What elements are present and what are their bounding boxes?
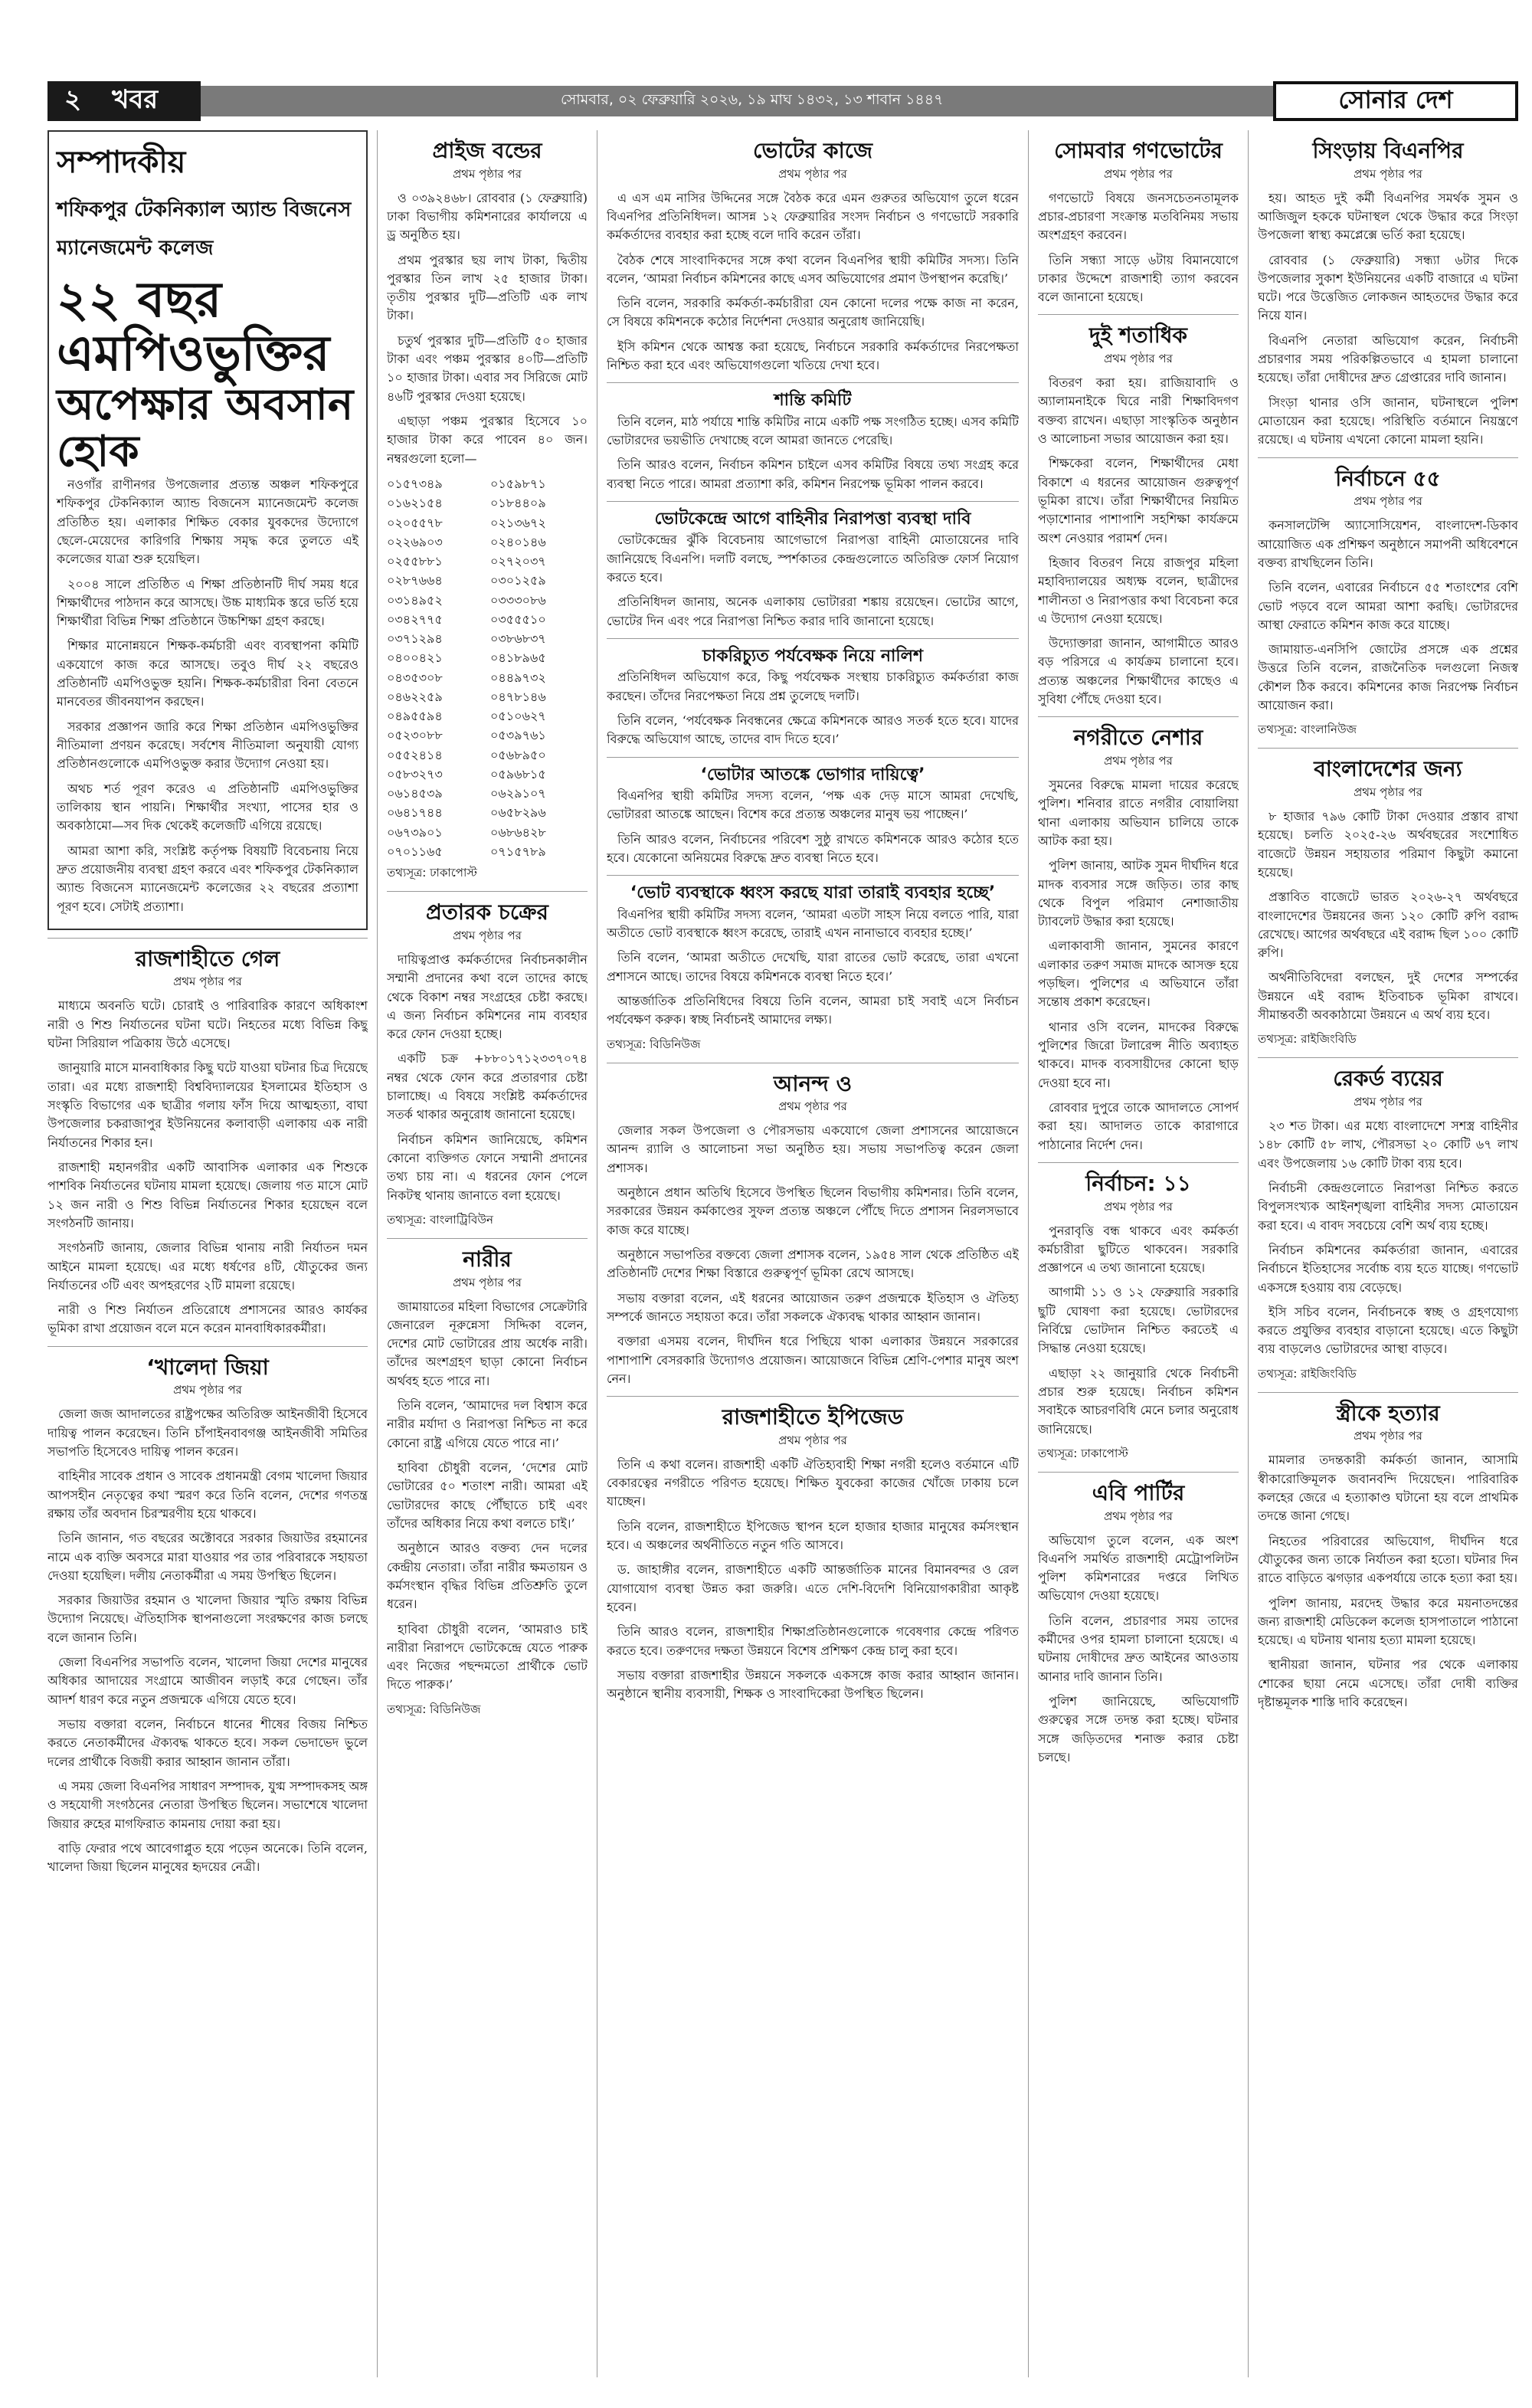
story-divider (1038, 1162, 1239, 1163)
story-paragraph: হাবিবা চৌধুরী বলেন, ‘আমরাও চাই নারীরা নিরাপদে ভোটকেন্দ্রে যেতে পারুক এবং নিজের পছন্দমতো প্রার্থীকে ভোট দিতে পারুক।’ (387, 1621, 588, 1692)
story-paragraph: পুলিশ জানিয়েছে, অভিযোগটি গুরুত্বের সঙ্গে তদন্ত করা হচ্ছে। ঘটনার সঙ্গে জড়িতদের শনাক্ত করার চেষ্টা চলছে। (1038, 1694, 1239, 1764)
editorial-body (57, 476, 358, 916)
editorial-title-1: ২২ বছর এমপিওভুক্তির (57, 272, 330, 383)
story-paragraph: নিহতের পরিবারের অভিযোগ, দীর্ঘদিন ধরে যৌতুকের জন্য তাকে নির্যাতন করা হতো। ঘটনার দিন রাতে বাড়িতে ঝগড়ার একপর্যায়ে তাকে হত্যা করা হয়। (1258, 1533, 1518, 1586)
news-story (47, 1355, 368, 1877)
prize-number: ০১৫৯৮৭১ (490, 476, 546, 491)
story-headline: নগরীতে নেশার (1073, 725, 1203, 751)
source-credit: তথ্যসূত্র: ঢাকাপোস্ট (1038, 1446, 1128, 1460)
prize-number: ০২৪০১৪৬ (490, 534, 546, 549)
prize-number: ০৭১৫৭৮৯ (490, 844, 546, 860)
story-paragraph: ২৩ শত টাকা। এর মধ্যে বাংলাদেশে সশস্ত্র বাহিনীর ১৪৮ কোটি ৫৮ লাখ, পৌরসভা ২০ কোটি ৬৭ লাখ এবং উপজেলায় ১৬ কোটি টাকা ব্যয় হবে। (1258, 1119, 1518, 1171)
story-paragraph: সংগঠনটি জানায়, জেলার বিভিন্ন থানায় নারী নির্যাতন দমন আইনে মামলা হয়েছে। এর মধ্যে ধর্ষণের ৪টি, যৌতুকের জন্য নির্যাতনের ৩টি এবং অপহরণের ২টি মামলা রয়েছে। (47, 1240, 368, 1292)
story-divider (1258, 1057, 1518, 1058)
story-headline: ‘ভোট ব্যবস্থাকে ধ্বংস করছে যারা তারাই ব্যবহার হচ্ছে’ (630, 883, 996, 903)
story-paragraph: তিনি আরও বলেন, নির্বাচন কমিশন চাইলে এসব কমিটির বিষয়ে তথ্য সংগ্রহ করে ব্যবস্থা নিতে পারে। আমরা প্রত্যাশা করি, কমিশন নিরপেক্ষ ভূমিকা পালন করবে। (607, 457, 1019, 491)
story-paragraph: হাবিবা চৌধুরী বলেন, ‘দেশের মোট ভোটারের ৫০ শতাংশ নারী। আমরা এই ভোটারদের কাছে পৌঁছাতে চাই এবং তাঁদের অধিকার নিয়ে কথা বলতে চাই।’ (387, 1460, 588, 1531)
story-headline: নির্বাচনে ৫৫ (1335, 465, 1441, 491)
story-paragraph: অনুষ্ঠানে সভাপতির বক্তব্যে জেলা প্রশাসক বলেন, ১৯৫৪ সাল থেকে প্রতিষ্ঠিত এই প্রতিষ্ঠানটি দেশের শিক্ষা বিস্তারে গুরুত্বপূর্ণ ভূমিকা রেখে আসছে। (607, 1247, 1019, 1281)
story-paragraph: স্থানীয়রা জানান, ঘটনার পর থেকে এলাকায় শোকের ছায়া নেমে এসেছে। তাঁরা দোষী ব্যক্তির দৃষ্টান্তমূলক শাস্তি দাবি করেছেন। (1258, 1657, 1518, 1710)
story-divider (607, 501, 1019, 502)
news-story (1038, 725, 1239, 1155)
news-story (47, 946, 368, 1338)
story-paragraph: বৈঠক শেষে সাংবাদিকদের সঙ্গে কথা বলেন বিএনপির স্থায়ী কমিটির সদস্য। তিনি বলেন, ‘আমরা নির্বাচন কমিশনের কাছে এসব অভিযোগের প্রমাণ উপস্থাপন করেছি।’ (607, 252, 1019, 286)
news-story (387, 1247, 588, 1720)
story-paragraph: এ এস এম নাসির উদ্দিনের সঙ্গে বৈঠক করে এমন গুরুতর অভিযোগ তুলে ধরেন বিএনপির প্রতিনিধিদল। আসন্ন ১২ ফেব্রুয়ারির সংসদ নির্বাচন ও গণভোটে সরকারি কর্মকর্তাদের ব্যবহার করা হচ্ছে বলে দাবি করেন তাঁরা। (607, 190, 1019, 243)
column-5-stories (1258, 138, 1518, 1712)
story-paragraph: এছাড়া ২২ জানুয়ারি থেকে নির্বাচনী প্রচার শুরু হয়েছে। নির্বাচন কমিশন সবাইকে আচরণবিধি মেনে চলার অনুরোধ জানিয়েছে। (1038, 1365, 1239, 1437)
story-divider (387, 891, 588, 892)
story-headline: শান্তি কমিটি (774, 391, 852, 411)
prize-number: ০৬৭৩৯০১ (387, 824, 443, 840)
news-story (1258, 1066, 1518, 1384)
continued-label: প্রথম পৃষ্ঠার পর (173, 975, 242, 989)
prize-number: ০২৮৭৬৬৪ (387, 573, 443, 588)
date-line: সোমবার, ০২ ফেব্রুয়ারি ২০২৬, ১৯ মাঘ ১৪৩২, ১৩ শাবান ১৪৪৭ (561, 91, 944, 108)
story-paragraph: হিজাব বিতরণ নিয়ে রাজপুর মহিলা মহাবিদ্যালয়ের অধ্যক্ষ বলেন, ছাত্রীদের শালীনতা ও নিরাপত্তার কথা বিবেচনা করে এ উদ্যোগ নেওয়া হয়েছে। (1038, 555, 1239, 626)
continued-label: প্রথম পৃষ্ঠার পর (778, 166, 847, 181)
story-paragraph: বিএনপির স্থায়ী কমিটির সদস্য বলেন, ‘আমরা এতটা সাহস নিয়ে বলতে পারি, যারা অতীতে ভোট ব্যবস্থাকে ধ্বংস করেছে, তারাই এখন নানাভাবে ব্যবহার হচ্ছে।’ (607, 906, 1019, 940)
continued-label: প্রথম পৃষ্ঠার পর (1354, 785, 1422, 799)
prize-number: ০৫১০৬২৭ (490, 709, 546, 724)
story-headline: নির্বাচন: ১১ (1085, 1170, 1191, 1196)
continued-label: প্রথম পৃষ্ঠার পর (1104, 352, 1173, 366)
source-credit: তথ্যসূত্র: বিডিনিউজ (607, 1037, 701, 1051)
story-paragraph: পুলিশ জানায়, আটক সুমন দীর্ঘদিন ধরে মাদক ব্যবসার সঙ্গে জড়িত। তার কাছ থেকে বিপুল পরিমাণ নেশাজাতীয় ট্যাবলেট উদ্ধার করা হয়েছে। (1038, 858, 1239, 929)
story-divider (1258, 748, 1518, 749)
story-paragraph: বক্তারা এসময় বলেন, দীর্ঘদিন ধরে পিছিয়ে থাকা এলাকার উন্নয়নে সরকারের পাশাপাশি বেসরকারি উদ্যোগও প্রয়োজন। আয়োজনে বিভিন্ন শ্রেণি-পেশার মানুষ অংশ নেন। (607, 1334, 1019, 1386)
column-4-stories (1038, 138, 1239, 1767)
news-story (607, 509, 1019, 631)
editorial-paragraph: অথচ শর্ত পূরণ করেও এ প্রতিষ্ঠানটি এমপিওভুক্তির তালিকায় স্থান পায়নি। শিক্ষার্থীর সংখ্যা, পাসের হার ও অবকাঠামো—সব দিক থেকেই কলেজটি এগিয়ে রয়েছে। (57, 781, 358, 834)
story-paragraph: রোববার (১ ফেব্রুয়ারি) সন্ধ্যা ৬টার দিকে উপজেলার সুকাশ ইউনিয়নের একটি বাজারে এ ঘটনা ঘটে। পরে উত্তেজিত লোকজন আহতদের উদ্ধার করে নিয়ে যান। (1258, 252, 1518, 323)
prize-number: ০৩১৪৯৫২ (387, 592, 443, 608)
story-paragraph: নির্বাচনী কেন্দ্রগুলোতে নিরাপত্তা নিশ্চিত করতে বিপুলসংখ্যক আইনশৃঙ্খলা বাহিনীর সদস্য মোতায়েন করা হবে। এ বাবদ সবচেয়ে বেশি অর্থ ব্যয় হচ্ছে। (1258, 1180, 1518, 1233)
continued-label: প্রথম পৃষ্ঠার পর (1104, 753, 1173, 768)
source-credit: তথ্যসূত্র: ঢাকাপোস্ট (387, 866, 477, 880)
newspaper-logo: সোনার দেশ (1273, 81, 1518, 121)
story-paragraph: থানার ওসি বলেন, মাদকের বিরুদ্ধে পুলিশের জিরো টলারেন্স নীতি অব্যাহত থাকবে। মাদক ব্যবসায়ীদের কোনো ছাড় দেওয়া হবে না। (1038, 1019, 1239, 1090)
story-headline: রেকর্ড ব্যয়ের (1333, 1066, 1443, 1092)
story-paragraph: বিতরণ করা হয়। রাজিয়াবাদি ও অ্যালামনাইকে ঘিরে নারী শিক্ষাবিদগণ বক্তব্য রাখেন। এছাড়া সাংস্কৃতিক অনুষ্ঠান ও আলোচনা সভার আয়োজন করা হয়। (1038, 375, 1239, 446)
column-2-stories (387, 138, 588, 1720)
prize-number: ০৫৫২৪১৪ (387, 747, 443, 762)
story-divider (47, 1346, 368, 1347)
story-paragraph: জেলার সকল উপজেলা ও পৌরসভায় একযোগে জেলা প্রশাসনের আয়োজনে আনন্দ র‍্যালি ও আলোচনা সভা অনুষ্ঠিত হয়। সভায় সভাপতিত্ব করেন জেলা প্রশাসক। (607, 1123, 1019, 1175)
prize-number: ০৩০১২৫৯ (490, 573, 546, 588)
story-paragraph: ও ০৩৯২৪৬৮। রোববার (১ ফেব্রুয়ারি) ঢাকা বিভাগীয় কমিশনারের কার্যালয়ে এ ড্র অনুষ্ঠিত হয়। (387, 190, 588, 243)
prize-number: ০৪৪৯৭৩২ (490, 670, 546, 685)
story-paragraph: ইসি কমিশন থেকে আশ্বস্ত করা হয়েছে, নির্বাচনে সরকারি কর্মকর্তাদের নিরপেক্ষতা নিশ্চিত করা হবে এবং অভিযোগগুলো খতিয়ে দেখা হবে। (607, 339, 1019, 373)
story-paragraph: প্রতিনিধিদল অভিযোগ করে, কিছু পর্যবেক্ষক সংস্থায় চাকরিচ্যুত কর্মকর্তারা কাজ করছেন। তাঁদের নিরপেক্ষতা নিয়ে প্রশ্ন তুলেছে দলটি। (607, 670, 1019, 703)
prize-number-list (387, 474, 588, 861)
prize-number: ০৬৫৮২৯৬ (490, 805, 546, 821)
news-story (607, 765, 1019, 868)
news-story (607, 1071, 1019, 1389)
story-paragraph: অভিযোগ তুলে বলেন, এক অংশ বিএনপি সমর্থিত রাজশাহী মেট্রোপলিটন পুলিশ কমিশনারের দপ্তরে লিখিত অভিযোগ দেওয়া হয়েছে। (1038, 1532, 1239, 1604)
story-divider (387, 1238, 588, 1239)
prize-number: ০১৫৭৩৪৯ (387, 476, 443, 491)
news-story (1258, 138, 1518, 450)
story-divider (1258, 457, 1518, 458)
column-1 (47, 130, 368, 2385)
story-paragraph: অর্থনীতিবিদেরা বলছেন, দুই দেশের সম্পর্কের উন্নয়নে এই বরাদ্দ ইতিবাচক ভূমিকা রাখবে। সীমান্তবর্তী অবকাঠামো উন্নয়নে এ অর্থ ব্যয় হবে। (1258, 970, 1518, 1023)
continued-label: প্রথম পৃষ্ঠার পর (453, 1275, 522, 1289)
prize-number: ০৪৩৫৩০৮ (387, 670, 443, 685)
story-paragraph: রোববার দুপুরে তাকে আদালতে সোপর্দ করা হয়। আদালত তাকে কারাগারে পাঠানোর নির্দেশ দেন। (1038, 1099, 1239, 1152)
news-story (1258, 1401, 1518, 1712)
prize-number: ০৬৪১৭৪৪ (387, 805, 443, 821)
news-story (1038, 1171, 1239, 1464)
story-paragraph: তিনি বলেন, প্রচারণার সময় তাদের কর্মীদের ওপর হামলা চালানো হয়েছে। এ ঘটনায় দোষীদের দ্রুত আইনের আওতায় আনার দাবি জানান তিনি। (1038, 1613, 1239, 1684)
story-paragraph: রাজশাহী মহানগরীর একটি আবাসিক এলাকার এক শিশুকে পাশবিক নির্যাতনের ঘটনায় মামলা হয়েছে। জেলায় গত মাসে মোট ১২ জন নারী ও শিশু বিভিন্ন নির্যাতনের শিকার হয়েছেন বলে সংগঠনটি জানায়। (47, 1159, 368, 1230)
prize-number: ০৩৮৬৮৩৭ (490, 631, 546, 647)
column-2 (387, 130, 588, 2385)
story-paragraph: উদ্যোক্তারা জানান, আগামীতে আরও বড় পরিসরে এ কার্যক্রম চালানো হবে। প্রত্যন্ত অঞ্চলের শিক্ষার্থীদের কাছেও এ সুবিধা পৌঁছে দেওয়া হবে। (1038, 636, 1239, 707)
continued-label: প্রথম পৃষ্ঠার পর (1104, 166, 1173, 181)
story-headline: প্রাইজ বন্ডের (432, 138, 542, 163)
story-divider (607, 875, 1019, 876)
prize-number: ০৪৯৫৫৯৪ (387, 709, 443, 724)
story-headline: ভোটকেন্দ্রে আগে বাহিনীর নিরাপত্তা ব্যবস্থা দাবি (654, 509, 971, 529)
prize-number: ০৬১৪৫৩৯ (387, 786, 443, 801)
story-headline: রাজশাহীতে গেল (135, 945, 280, 971)
story-paragraph: পুলিশ জানায়, মরদেহ উদ্ধার করে ময়নাতদন্তের জন্য রাজশাহী মেডিকেল কলেজ হাসপাতালে পাঠানো হয়েছে। এ ঘটনায় থানায় হত্যা মামলা হয়েছে। (1258, 1595, 1518, 1648)
source-credit: তথ্যসূত্র: বিডিনিউজ (387, 1702, 481, 1716)
story-headline: আনন্দ ও (773, 1070, 853, 1096)
continued-label: প্রথম পৃষ্ঠার পর (453, 166, 522, 181)
story-divider (607, 757, 1019, 758)
story-paragraph: এলাকাবাসী জানান, সুমনের কারণে এলাকার তরুণ সমাজ মাদকে আসক্ত হয়ে পড়ছিল। পুলিশের এ অভিযানে তাঁরা সন্তোষ প্রকাশ করেছেন। (1038, 939, 1239, 1010)
page-number: ২ (64, 84, 82, 115)
story-paragraph: তিনি বলেন, ‘আমাদের দল বিশ্বাস করে নারীর মর্যাদা ও নিরাপত্তা নিশ্চিত না করে কোনো রাষ্ট্র এগিয়ে যেতে পারে না।’ (387, 1398, 588, 1450)
section-name: খবর (112, 84, 159, 115)
story-paragraph: জামায়াতের মহিলা বিভাগের সেক্রেটারি জেনারেল নূরুন্নেসা সিদ্দিকা বলেন, দেশের মোট ভোটারের প্রায় অর্ধেক নারী। তাঁদের অংশগ্রহণ ছাড়া কোনো নির্বাচন অর্থবহ হতে পারে না। (387, 1299, 588, 1388)
continued-label: প্রথম পৃষ্ঠার পর (1354, 1429, 1422, 1443)
story-divider (1258, 1392, 1518, 1393)
story-paragraph: জেলা জজ আদালতের রাষ্ট্রপক্ষের অতিরিক্ত আইনজীবী হিসেবে দায়িত্ব পালন করেছেন। তিনি চাঁপাইনবাবগঞ্জ আইনজীবী সমিতির সভাপতি হিসেবেও দায়িত্ব পালন করেন। (47, 1407, 368, 1459)
story-paragraph: নির্বাচন কমিশনের কর্মকর্তারা জানান, এবারের নির্বাচনে ইতিহাসের সর্বোচ্চ ব্যয় হতে যাচ্ছে। গণভোট একসঙ্গে হওয়ায় ব্যয় বেড়েছে। (1258, 1242, 1518, 1295)
continued-label: প্রথম পৃষ্ঠার পর (778, 1433, 847, 1447)
story-paragraph: তিনি জানান, গত বছরের অক্টোবরে সরকার জিয়াউর রহমানের নামে এক ব্যক্তি অবসরে মারা যাওয়ার পর তার পরিবারকে সহায়তা দেওয়া হয়েছিল। দলীয় নেতাকর্মীরা এ সময় উপস্থিত ছিলেন। (47, 1531, 368, 1583)
prize-number: ০৫২৩০৮৮ (387, 728, 443, 743)
story-paragraph: বিএনপির স্থায়ী কমিটির সদস্য বলেন, ‘পক্ষ এক দেড় মাসে আমরা দেখেছি, ভোটাররা আতঙ্কে আছেন। বিশেষ করে প্রত্যন্ত অঞ্চলের মানুষ ভয় পাচ্ছেন।’ (607, 788, 1019, 822)
prize-number: ০২২৬৯০৩ (387, 534, 443, 549)
column-4 (1038, 130, 1239, 2385)
continued-label: প্রথম পৃষ্ঠার পর (1354, 166, 1422, 181)
story-headline: চাকরিচ্যুত পর্যবেক্ষক নিয়ে নালিশ (702, 647, 924, 666)
editorial-paragraph: আমরা আশা করি, সংশ্লিষ্ট কর্তৃপক্ষ বিষয়টি বিবেচনায় নিয়ে দ্রুত প্রয়োজনীয় ব্যবস্থা গ্রহণ করবে এবং শফিকপুর টেকনিক্যাল অ্যান্ড বিজনেস ম্যানেজমেন্ট কলেজের ২২ বছরের প্রত্যাশা পূরণ হবে। সেটাই প্রত্যাশা। (57, 843, 358, 914)
prize-number: ০৪৬২২৫৯ (387, 689, 443, 704)
story-paragraph: চতুর্থ পুরস্কার দুটি—প্রতিটি ৫০ হাজার টাকা এবং পঞ্চম পুরস্কার ৪০টি—প্রতিটি ১০ হাজার টাকা। এবার সব সিরিজে মোট ৪৬টি পুরস্কার দেওয়া হয়েছে। (387, 333, 588, 404)
story-paragraph: তিনি বলেন, ‘পর্যবেক্ষক নিবন্ধনের ক্ষেত্রে কমিশনকে আরও সতর্ক হতে হবে। যাদের বিরুদ্ধে অভিযোগ আছে, তাদের বাদ দিতে হবে।’ (607, 713, 1019, 747)
story-paragraph: তিনি বলেন, মাঠ পর্যায়ে শান্তি কমিটির নামে একটি পক্ষ সংগঠিত হচ্ছে। এসব কমিটি ভোটারদের ভয়ভীতি দেখাচ্ছে বলে আমরা জানতে পেরেছি। (607, 414, 1019, 448)
source-credit: তথ্যসূত্র: বাংলানিউজ (1258, 722, 1357, 737)
prize-number: ০৪০০৪২১ (387, 650, 443, 666)
story-paragraph: জানুয়ারি মাসে মানবাধিকার কিছু ঘটে যাওয়া ঘটনার চিত্র দিয়েছে তারা। এর মধ্যে রাজশাহী বিশ্ববিদ্যালয়ের ইসলামের ইতিহাস ও সংস্কৃতি বিভাগের এক ছাত্রীর গলায় ফাঁস দিয়ে আত্মহত্যা, বাঘা উপজেলার চকরাজাপুর ইউনিয়নের কলাবাড়ী এলাকায় এক নারী নির্যাতনের শিকার হন। (47, 1060, 368, 1150)
story-divider (1038, 716, 1239, 717)
story-paragraph: অনুষ্ঠানে আরও বক্তব্য দেন দলের কেন্দ্রীয় নেতারা। তাঁরা নারীর ক্ষমতায়ন ও কর্মসংস্থান বৃদ্ধির বিভিন্ন প্রতিশ্রুতি তুলে ধরেন। (387, 1541, 588, 1612)
page-label (47, 81, 201, 121)
story-paragraph: অনুষ্ঠানে প্রধান অতিথি হিসেবে উপস্থিত ছিলেন বিভাগীয় কমিশনার। তিনি বলেন, সরকারের উন্নয়ন কর্মকাণ্ডের সুফল প্রত্যন্ত অঞ্চলে পৌঁছে দিতে প্রশাসন নিরলসভাবে কাজ করে যাচ্ছে। (607, 1185, 1019, 1237)
story-paragraph: এ সময় জেলা বিএনপির সাধারণ সম্পাদক, যুগ্ম সম্পাদকসহ অঙ্গ ও সহযোগী সংগঠনের নেতারা উপস্থিত ছিলেন। সভাশেষে খালেদা জিয়ার রুহের মাগফিরাত কামনায় দোয়া করা হয়। (47, 1778, 368, 1831)
editorial-subtitle-2: ম্যানেজমেন্ট কলেজ (57, 237, 214, 260)
editorial-label: সম্পাদকীয় (57, 145, 186, 180)
story-paragraph: সভায় বক্তারা রাজশাহীর উন্নয়নে সকলকে একসঙ্গে কাজ করার আহ্বান জানান। অনুষ্ঠানে স্থানীয় ব্যবসায়ী, শিক্ষক ও সাংবাদিকেরা উপস্থিত ছিলেন। (607, 1667, 1019, 1702)
story-paragraph: কনসালটেন্সি অ্যাসোসিয়েশন, বাংলাদেশ-ডিকাব আয়োজিত এক প্রশিক্ষণ অনুষ্ঠানে সমাপনী অধিবেশনে বক্তব্য রাখছিলেন তিনি। (1258, 518, 1518, 570)
story-paragraph: সভায় বক্তারা বলেন, নির্বাচনে ধানের শীষের বিজয় নিশ্চিত করতে নেতাকর্মীদের ঐক্যবদ্ধ থাকতে হবে। সকল ভেদাভেদ ভুলে দলের প্রার্থীকে বিজয়ী করার আহ্বান জানান তাঁরা। (47, 1717, 368, 1769)
story-headline: ‘ভোটার আতঙ্কে ভোগার দায়িত্বে’ (700, 765, 925, 785)
source-credit: তথ্যসূত্র: রাইজিংবিডি (1258, 1032, 1357, 1047)
story-divider (607, 638, 1019, 639)
prize-number: ০৫৮৩২৭৩ (387, 766, 443, 781)
editorial-paragraph: ২০০৪ সালে প্রতিষ্ঠিত এ শিক্ষা প্রতিষ্ঠানটি দীর্ঘ সময় ধরে শিক্ষার্থীদের পাঠদান করে আসছে। উচ্চ মাধ্যমিক স্তরে ভর্তি হয়ে শিক্ষার্থীরা বিভিন্ন শিক্ষা প্রতিষ্ঠানে উচ্চশিক্ষা গ্রহণ করছে। (57, 576, 358, 629)
prize-list-intro: এছাড়া পঞ্চম পুরস্কার হিসেবে ১০ হাজার টাকা করে পাবেন ৪০ জন। নম্বরগুলো হলো— (387, 414, 588, 466)
story-paragraph: মামলার তদন্তকারী কর্মকর্তা জানান, আসামি স্বীকারোক্তিমূলক জবানবন্দি দিয়েছেন। পারিবারিক কলহের জেরে এ হত্যাকাণ্ড ঘটানো হয় বলে প্রাথমিক তদন্তে জানা গেছে। (1258, 1453, 1518, 1524)
story-paragraph: হয়। আহত দুই কর্মী বিএনপির সমর্থক সুমন ও আজিজুল হককে ঘটনাস্থল থেকে উদ্ধার করে সিংড়া উপজেলা স্বাস্থ্য কমপ্লেক্সে ভর্তি করা হয়েছে। (1258, 190, 1518, 243)
prize-number: ০১৬২১৫৪ (387, 496, 443, 511)
news-story (1038, 1480, 1239, 1767)
prize-number: ০২৫৫৮৮১ (387, 554, 443, 569)
continued-label: প্রথম পৃষ্ঠার পর (1104, 1509, 1173, 1523)
continued-label: প্রথম পৃষ্ঠার পর (173, 1383, 242, 1397)
story-paragraph: জেলা বিএনপির সভাপতি বলেন, খালেদা জিয়া দেশের মানুষের অধিকার আদায়ের সংগ্রামে আজীবন লড়াই করে গেছেন। তাঁর আদর্শ ধারণ করে নতুন প্রজন্মকে এগিয়ে যেতে হবে। (47, 1655, 368, 1707)
news-story (607, 1404, 1019, 1703)
story-headline: প্রতারক চক্রের (426, 899, 548, 926)
news-story (387, 138, 588, 883)
prize-number: ০২৭২০৩৭ (490, 554, 546, 569)
story-paragraph: আন্তর্জাতিক প্রতিনিধিদের বিষয়ে তিনি বলেন, আমরা চাই সবাই এসে নির্বাচন পর্যবেক্ষণ করুক। স্বচ্ছ নির্বাচনই আমাদের লক্ষ্য। (607, 993, 1019, 1027)
prize-number: ০৩৫৫৫১০ (490, 611, 546, 627)
story-paragraph: প্রথম পুরস্কার ছয় লাখ টাকা, দ্বিতীয় পুরস্কার তিন লাখ ২৫ হাজার টাকা। তৃতীয় পুরস্কার দুটি—প্রতিটি এক লাখ টাকা। (387, 252, 588, 323)
news-story (1038, 323, 1239, 709)
column-3-stories (607, 138, 1019, 1704)
prize-number: ০৩৪২৭৭৫ (387, 611, 443, 627)
story-paragraph: জামায়াত-এনসিপি জোটের প্রসঙ্গে এক প্রশ্নের উত্তরে তিনি বলেন, রাজনৈতিক দলগুলো নিজস্ব কৌশল ঠিক করবে। কমিশনের কাজ নিরপেক্ষ নির্বাচন আয়োজন করা। (1258, 642, 1518, 713)
column-3 (607, 130, 1019, 2385)
column-5 (1258, 130, 1518, 2385)
story-paragraph: প্রস্তাবিত বাজেটে ভারত ২০২৬-২৭ অর্থবছরে বাংলাদেশের উন্নয়নের জন্য ১২০ কোটি রুপি বরাদ্দ রেখেছে। আগের অর্থবছরে এই বরাদ্দ ছিল ১০০ কোটি রুপি। (1258, 889, 1518, 961)
story-paragraph: তিনি বলেন, ‘আমরা অতীতে দেখেছি, যারা রাতের ভোট করেছে, তারা এখনো প্রশাসনে আছে। তাদের বিষয়ে কমিশনকে ব্যবস্থা নিতে হবে।’ (607, 950, 1019, 984)
continued-label: প্রথম পৃষ্ঠার পর (1104, 1199, 1173, 1214)
story-divider (607, 1396, 1019, 1397)
source-credit: তথ্যসূত্র: রাইজিংবিডি (1258, 1366, 1357, 1381)
story-paragraph: ইসি সচিব বলেন, নির্বাচনকে স্বচ্ছ ও গ্রহণযোগ্য করতে প্রযুক্তির ব্যবহার বাড়ানো হয়েছে। এতে কিছুটা ব্যয় বাড়লেও ভোটারদের আস্থা বাড়বে। (1258, 1304, 1518, 1357)
story-paragraph: নারী ও শিশু নির্যাতন প্রতিরোধে প্রশাসনের আরও কার্যকর ভূমিকা রাখা প্রয়োজন বলে মনে করেন মানবাধিকারকর্মীরা। (47, 1302, 368, 1336)
story-paragraph: সুমনের বিরুদ্ধে মামলা দায়ের করেছে পুলিশ। শনিবার রাতে নগরীর বোয়ালিয়া থানা এলাকায় অভিযান চালিয়ে তাকে আটক করা হয়। (1038, 777, 1239, 848)
news-story (1258, 756, 1518, 1050)
news-story (607, 883, 1019, 1054)
continued-label: প্রথম পৃষ্ঠার পর (453, 928, 522, 942)
story-paragraph: ভোটকেন্দ্রের ঝুঁকি বিবেচনায় আগেভাগে নিরাপত্তা বাহিনী মোতায়েনের দাবি জানিয়েছে বিএনপি। দলটি বলছে, স্পর্শকাতর কেন্দ্রগুলোতে অতিরিক্ত ফোর্স নিয়োগ করতে হবে। (607, 532, 1019, 585)
story-paragraph: দায়িত্বপ্রাপ্ত কর্মকর্তাদের নির্বাচনকালীন সম্মানী প্রদানের কথা বলে তাদের কাছে থেকে বিকাশ নম্বর সংগ্রহের চেষ্টা করছে। এ জন্য নির্বাচন কমিশনের নাম ব্যবহার করে ফোন দেওয়া হচ্ছে। (387, 952, 588, 1042)
story-paragraph: প্রতিনিধিদল জানায়, অনেক এলাকায় ভোটাররা শঙ্কায় রয়েছেন। ভোটের আগে, ভোটের দিন এবং পরে নিরাপত্তা নিশ্চিত করার দাবি জানানো হয়েছে। (607, 595, 1019, 628)
prize-number: ০৫৯৬৮১৫ (490, 766, 546, 781)
news-story (607, 647, 1019, 749)
story-paragraph: তিনি বলেন, রাজশাহীতে ইপিজেড স্থাপন হলে হাজার হাজার মানুষের কর্মসংস্থান হবে। এ অঞ্চলের অর্থনীতিতে নতুন গতি আসবে। (607, 1519, 1019, 1553)
prize-number: ০৩৭১২৯৪ (387, 631, 443, 647)
prize-number: ০৫৬৮৯৫০ (490, 747, 546, 762)
story-paragraph: ড. জাহাঙ্গীর বলেন, রাজশাহীতে একটি আন্তর্জাতিক মানের বিমানবন্দর ও রেল যোগাযোগ ব্যবস্থা উন্নত করা জরুরি। এতে দেশি-বিদেশি বিনিয়োগকারীরা আকৃষ্ট হবেন। (607, 1562, 1019, 1614)
story-paragraph: ৮ হাজার ৭৯৬ কোটি টাকা দেওয়ার প্রস্তাব রাখা হয়েছে। চলতি ২০২৫-২৬ অর্থবছরের সংশোধিত বাজেটে উন্নয়ন সহায়তার পরিমাণ কিছুটা কমানো হয়েছে। (1258, 808, 1518, 880)
masthead (47, 81, 1518, 121)
story-paragraph: একটি চক্র +৮৮০১৭১২৩৩৭০৭৪ নম্বর থেকে ফোন করে প্রতারণার চেষ্টা চালাচ্ছে। এ বিষয়ে সংশ্লিষ্ট কর্মকর্তাদের সতর্ক থাকার অনুরোধ জানানো হয়েছে। (387, 1051, 588, 1122)
prize-number: ০২১৩৬৭২ (490, 515, 546, 530)
story-headline: রাজশাহীতে ইপিজেড (722, 1404, 904, 1430)
news-story (607, 391, 1019, 493)
editorial-subtitle-1: শফিকপুর টেকনিক্যাল অ্যান্ড বিজনেস (57, 198, 352, 221)
story-paragraph: সিংড়া থানার ওসি জানান, ঘটনাস্থলে পুলিশ মোতায়েন করা হয়েছে। পরিস্থিতি বর্তমানে নিয়ন্ত্রণে রয়েছে। এ ঘটনায় এখনো কোনো মামলা হয়নি। (1258, 395, 1518, 447)
source-credit: তথ্যসূত্র: বাংলাট্রিবিউন (387, 1212, 493, 1227)
story-headline: ‘খালেদা জিয়া (146, 1354, 269, 1380)
editorial-box (47, 130, 368, 930)
story-paragraph: পুনরাবৃত্তি বন্ধ থাকবে এবং কর্মকর্তা কর্মচারীরা ছুটিতে থাকবেন। সরকারি প্রজ্ঞাপনে এ তথ্য জানানো হয়েছে। (1038, 1223, 1239, 1276)
story-headline: বাংলাদেশের জন্য (1314, 756, 1462, 782)
story-divider (1038, 314, 1239, 315)
prize-number: ০৩৩৩০৮৬ (490, 592, 546, 608)
story-paragraph: তিনি বলেন, এবারের নির্বাচনে ৫৫ শতাংশের বেশি ভোট পড়বে বলে আমরা আশা করছি। ভোটারদের আস্থা ফেরাতে কমিশন কাজ করে যাচ্ছে। (1258, 580, 1518, 632)
story-paragraph: তিনি আরও বলেন, রাজশাহীর শিক্ষাপ্রতিষ্ঠানগুলোকে গবেষণার কেন্দ্রে পরিণত করতে হবে। তরুণদের দক্ষতা উন্নয়নে বিশেষ প্রশিক্ষণ কেন্দ্র চালু করা হবে। (607, 1624, 1019, 1658)
story-paragraph: শিক্ষকেরা বলেন, শিক্ষার্থীদের মেধা বিকাশে এ ধরনের আয়োজন গুরুত্বপূর্ণ ভূমিকা রাখে। তাঁরা শিক্ষার্থীদের নিয়মিত পড়াশোনার পাশাপাশি সহশিক্ষা কার্যক্রমে অংশ নেওয়ার পরামর্শ দেন। (1038, 456, 1239, 545)
story-paragraph: সভায় বক্তারা বলেন, এই ধরনের আয়োজন তরুণ প্রজন্মকে ইতিহাস ও ঐতিহ্য সম্পর্কে জানতে সহায়তা করে। তাঁরা সকলকে ঐক্যবদ্ধ থাকার আহ্বান জানান। (607, 1290, 1019, 1324)
column-1-stories (47, 946, 368, 1877)
continued-label: প্রথম পৃষ্ঠার পর (1354, 1095, 1422, 1109)
story-headline: সোমবার গণভোটের (1054, 138, 1223, 163)
continued-label: প্রথম পৃষ্ঠার পর (778, 1099, 847, 1114)
story-headline: স্ত্রীকে হত্যার (1336, 1400, 1440, 1426)
story-paragraph: বিএনপি নেতারা অভিযোগ করেন, নির্বাচনী প্রচারণার সময় পরিকল্পিতভাবে এ হামলা চালানো হয়েছে। তাঁরা দোষীদের দ্রুত গ্রেপ্তারের দাবি জানান। (1258, 333, 1518, 385)
news-story (387, 899, 588, 1230)
story-headline: নারীর (463, 1246, 512, 1272)
prize-number: ০৬৮৬৪২৮ (490, 824, 546, 840)
story-paragraph: নির্বাচন কমিশন জানিয়েছে, কমিশন কোনো ব্যক্তিগত ফোনে সম্মানী প্রদানের তথ্য চায় না। এ ধরনের ফোন পেলে নিকটস্থ থানায় জানাতে বলা হয়েছে। (387, 1132, 588, 1203)
story-paragraph: সরকার জিয়াউর রহমান ও খালেদা জিয়ার স্মৃতি রক্ষায় বিভিন্ন উদ্যোগ নিয়েছে। ঐতিহাসিক স্থাপনাগুলো সংরক্ষণের কাজ চলছে বলে জানান তিনি। (47, 1593, 368, 1645)
story-headline: সিংড়ায় বিএনপির (1312, 138, 1464, 163)
story-paragraph: বাড়ি ফেরার পথে আবেগাপ্লুত হয়ে পড়েন অনেকে। তিনি বলেন, খালেদা জিয়া ছিলেন মানুষের হৃদয়ের নেত্রী। (47, 1840, 368, 1875)
story-paragraph: তিনি এ কথা বলেন। রাজশাহী একটি ঐতিহ্যবাহী শিক্ষা নগরী হলেও বর্তমানে এটি বেকারত্বের নগরীতে পরিণত হয়েছে। শিক্ষিত যুবকেরা কাজের খোঁজে ঢাকায় চলে যাচ্ছেন। (607, 1456, 1019, 1509)
news-story (1038, 138, 1239, 306)
news-story (1258, 466, 1518, 741)
editorial-paragraph: নওগাঁর রাণীনগর উপজেলার প্রত্যন্ত অঞ্চল শফিকপুরে শফিকপুর টেকনিক্যাল অ্যান্ড বিজনেস ম্যানেজমেন্ট কলেজ প্রতিষ্ঠিত হয়। এলাকার শিক্ষিত বেকার যুবকদের উদ্যোগে ছেলে-মেয়েদের কারিগরি শিক্ষায় সমৃদ্ধ করে তুলতে এই কলেজের যাত্রা শুরু হয়েছিল। (57, 477, 358, 567)
prize-number: ০৪৭৮১৪৬ (490, 689, 546, 704)
prize-number: ০১৮৪৪০৯ (490, 496, 546, 511)
story-paragraph: তিনি আরও বলেন, নির্বাচনের পরিবেশ সুষ্ঠু রাখতে কমিশনকে আরও কঠোর হতে হবে। যেকোনো অনিয়মের বিরুদ্ধে দ্রুত ব্যবস্থা নিতে হবে। (607, 831, 1019, 865)
continued-label: প্রথম পৃষ্ঠার পর (1354, 494, 1422, 509)
story-divider (1038, 1472, 1239, 1473)
story-headline: দুই শতাধিক (1088, 323, 1187, 349)
prize-number: ০৬২৯১০৭ (490, 786, 546, 801)
story-divider (607, 382, 1019, 383)
story-paragraph: তিনি বলেন, সরকারি কর্মকর্তা-কর্মচারীরা যেন কোনো দলের পক্ষে কাজ না করেন, সে বিষয়ে কমিশনকে কঠোর নির্দেশনা দেওয়ার অনুরোধ জানিয়েছি। (607, 296, 1019, 329)
news-story (607, 138, 1019, 375)
story-paragraph: আগামী ১১ ও ১২ ফেব্রুয়ারি সরকারি ছুটি ঘোষণা করা হয়েছে। ভোটারদের নির্বিঘ্নে ভোটদান নিশ্চিত করতেই এ সিদ্ধান্ত নেওয়া হয়েছে। (1038, 1285, 1239, 1356)
editorial-paragraph: শিক্ষার মানোন্নয়নে শিক্ষক-কর্মচারী এবং ব্যবস্থাপনা কমিটি একযোগে কাজ করে আসছে। তবুও দীর্ঘ ২২ বছরেও প্রতিষ্ঠানটি এমপিওভুক্ত হয়নি। শিক্ষক-কর্মচারীরা বিনা বেতনে মানবেতর জীবনযাপন করছেন। (57, 638, 358, 709)
prize-number: ০২০৫৫৭৮ (387, 515, 443, 530)
story-paragraph: মাধ্যমে অবনতি ঘটে। চোরাই ও পারিবারিক কারণে অধিকাংশ নারী ও শিশু নির্যাতনের ঘটনা ঘটে। নিহতের মধ্যে বিভিন্ন কিছু ঘটনা সিরিয়াল পত্রিকায় উঠে এসেছে। (47, 998, 368, 1051)
prize-number: ০৫৩৯৭৬১ (490, 728, 546, 743)
story-paragraph: তিনি সন্ধ্যা সাড়ে ৬টায় বিমানযোগে ঢাকার উদ্দেশে রাজশাহী ত্যাগ করবেন বলে জানানো হয়েছে। (1038, 252, 1239, 305)
story-headline: এবি পার্টির (1092, 1479, 1185, 1505)
story-headline: ভোটের কাজে (752, 138, 872, 163)
editorial-paragraph: সরকার প্রজ্ঞাপন জারি করে শিক্ষা প্রতিষ্ঠান এমপিওভুক্তির নীতিমালা প্রণয়ন করেছে। সর্বশেষ নীতিমালা অনুযায়ী যোগ্য প্রতিষ্ঠানগুলোকে এমপিওভুক্ত করার উদ্যোগ নেওয়া হয়। (57, 719, 358, 772)
story-paragraph: বাহিনীর সাবেক প্রধান ও সাবেক প্রধানমন্ত্রী বেগম খালেদা জিয়ার আপসহীন নেতৃত্বের কথা স্মরণ করে তিনি বলেন, দেশের গণতন্ত্র রক্ষায় তাঁর অবদান চিরস্মরণীয় হয়ে থাকবে। (47, 1469, 368, 1521)
editorial-title-2: অপেক্ষার অবসান হোক (57, 379, 354, 477)
story-paragraph: গণভোটে বিষয়ে জনসচেতনতামূলক প্রচার-প্রচারণা সংক্রান্ত মতবিনিময় সভায় অংশগ্রহণ করবেন। (1038, 190, 1239, 243)
prize-number: ০৪১৮৯৬৫ (490, 650, 546, 666)
prize-number: ০৭০১১৬৫ (387, 844, 443, 860)
